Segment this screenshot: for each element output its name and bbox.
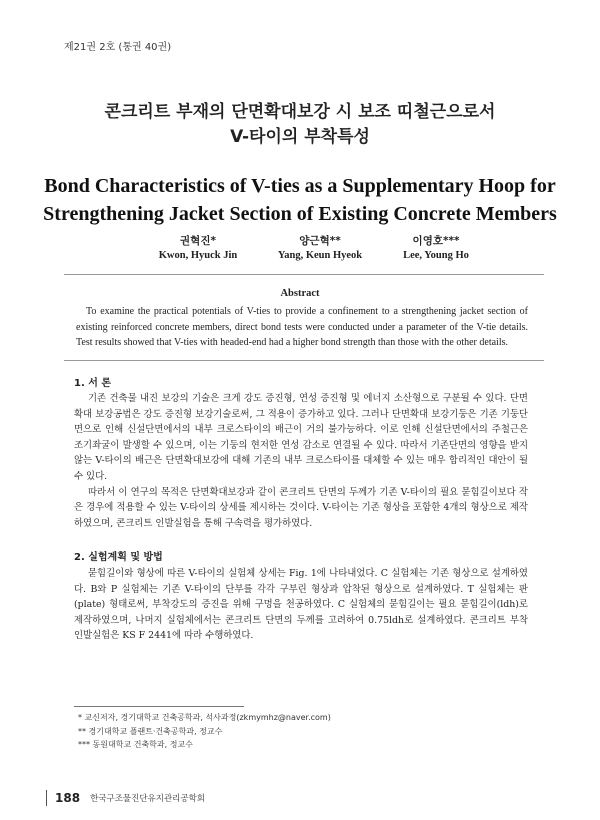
korean-title-line-2: V-타이의 부착특성 [230,127,370,147]
section-1-paragraph-2: 따라서 이 연구의 목적은 단면확대보강과 같이 콘크리트 단면의 두께가 기존 V-타이의 필요 묻힘길이보다 작은 경우에 적용할 수 있는 V-타이의 상세를 제시하는 것이다. V-타이는 기존 형상을 포함한 4개의 형상으로 제작하였으며, 콘크리트 인발실험을 통해 구속력을 평가하였다. [74,486,528,529]
author-name-english: Yang, Keun Hyeok [277,250,363,261]
author-name-korean: 이영호*** [412,235,460,247]
footnote-2: ** 경기대학교 플랜트·건축공학과, 정교수 [78,726,223,736]
page-footer [46,790,205,806]
abstract-heading: Abstract [280,288,320,299]
english-title [0,172,600,228]
running-head: 제21권 2호 (통권 40권) [64,42,172,53]
section-1-heading: 1. 서 론 [74,378,112,389]
author-name-english: Lee, Young Ho [403,250,469,261]
abstract-text: To examine the practical potentials of V-ties to provide a confinement to a strengthening jacket section of existing reinforced concrete members, direct bond tests were conducted under a parameter of the V-tie details. Test results showed that V-ties with headed-end had a higher bond strength than those with the other details. [76,306,528,348]
author-3 [356,234,516,263]
author-name-korean: 권혁진* [180,235,216,247]
footnotes [78,711,331,752]
page-number: 188 [55,791,81,805]
footer-bar [46,790,47,806]
korean-title [0,100,600,150]
section-2-paragraph-1: 묻힘길이와 형상에 따른 V-타이의 실험체 상세는 Fig. 1에 나타내었다. C 실험체는 기존 형상으로 설계하였다. B와 P 실험체는 기존 V-타이의 단부를 각각 구부린 형상과 압착된 형상으로 설계하였다. T 실험체는 판(plate) 형태로써, 부착강도의 증진을 위해 구멍을 천공하였다. C 실험체의 묻힘길이는 필요 묻힘길이(ldh)로 제작하였으며, 나머지 실험체에서는 콘크리트 단면의 두께를 고려하여 0.75ldh로 설계하였다. 콘크리트 부착 인발실험은 KS F 2441에 따라 수행하였다. [74,568,528,642]
abstract-divider [64,360,544,361]
section-2-body [74,566,528,644]
english-title-line-2: Strengthening Jacket Section of Existing Concrete Members [43,203,557,225]
header-divider [64,274,544,275]
footnote-divider [74,706,244,707]
english-title-line-1: Bond Characteristics of V-ties as a Supplementary Hoop for [44,175,556,197]
publisher-name: 한국구조물진단유지관리공학회 [90,794,206,804]
section-1-paragraph-1: 기존 건축물 내진 보강의 기술은 크게 강도 증진형, 연성 증진형 및 에너지 소산형으로 구분될 수 있다. 단면확대 보강공법은 강도 증진형 보강기술로써, 그 적용이 증가하고 있다. 그러나 단면확대 보강기둥은 기존 기둥단면으로 인해 신설단면에서의 내부 크로스타이의 배근이 거의 불가능하다. 이로 인해 신설단면에서의 주철근은 조기좌굴이 발생할 수 있으며, 이는 기둥의 현저한 연성 감소로 연결될 수 있다. 따라서 기존단면의 영향을 받지 않는 V-타이의 배근은 단면확대보강에 대해 기존의 내부 크로스타이를 대체할 수 있는 매우 합리적인 대안이 될 수 있다. [74,393,528,482]
author-name-english: Kwon, Hyuck Jin [158,250,238,261]
section-1-body [74,391,528,531]
section-2-heading: 2. 실험계획 및 방법 [74,552,163,563]
author-name-korean: 양근혁** [299,235,341,247]
footnote-3: *** 동원대학교 건축학과, 정교수 [78,740,193,749]
korean-title-line-1: 콘크리트 부재의 단면확대보강 시 보조 띠철근으로서 [104,102,496,122]
footnote-1: * 교신저자, 경기대학교 건축공학과, 석사과정(zkmymhz@naver.com) [78,713,331,722]
